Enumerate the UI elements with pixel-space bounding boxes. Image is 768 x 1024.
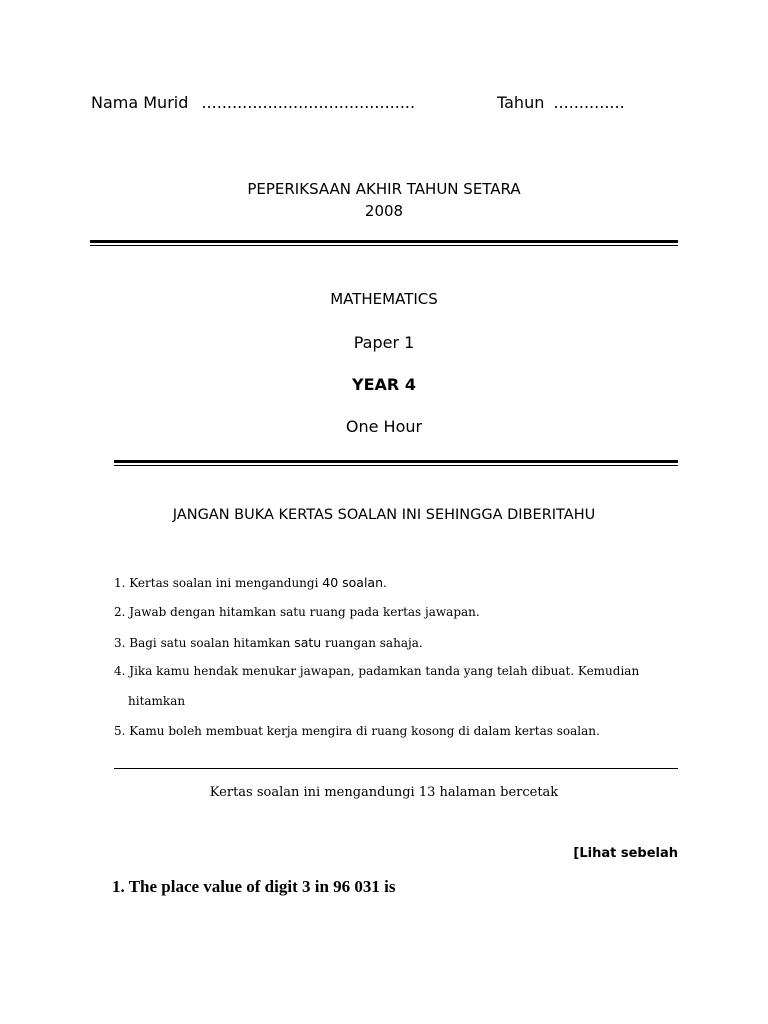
question-1: 1. The place value of digit 3 in 96 031 is: [112, 877, 396, 896]
student-year-field: [497, 93, 625, 112]
student-name-field: [91, 93, 415, 112]
divider-bottom: [114, 768, 678, 769]
student-name-dots: ..........................................: [201, 93, 416, 112]
instruction-item: [114, 664, 639, 678]
instruction-text-end: ruangan sahaja.: [321, 636, 423, 650]
instruction-number: 4.: [114, 664, 126, 678]
turn-over-note: [Lihat sebelah: [573, 846, 678, 861]
divider-thin-middle: [114, 465, 678, 466]
divider-thick-middle: [114, 460, 678, 463]
paper-label: Paper 1: [353, 333, 415, 352]
instruction-number: 5.: [114, 724, 126, 738]
page-count-note: Kertas soalan ini mengandungi 13 halaman bercetak: [209, 785, 559, 800]
instruction-item: [114, 724, 600, 738]
instruction-text: Jika kamu hendak menukar jawapan, padamkan tanda yang telah dibuat. Kemudian: [129, 664, 640, 678]
student-year-dots: ..............: [553, 93, 625, 112]
instruction-item: [114, 575, 387, 590]
instruction-text-end: .: [383, 576, 387, 590]
instruction-item-continued: [128, 694, 185, 708]
instruction-text: Kamu boleh membuat kerja mengira di ruang kosong di dalam kertas soalan.: [129, 724, 600, 738]
instruction-item: [114, 635, 423, 650]
instruction-text: Jawab dengan hitamkan satu ruang pada kertas jawapan.: [129, 605, 480, 619]
instruction-number: 1.: [114, 576, 126, 590]
year-level: YEAR 4: [352, 375, 416, 394]
do-not-open-warning: JANGAN BUKA KERTAS SOALAN INI SEHINGGA DIBERITAHU: [172, 507, 596, 523]
divider-thin-top: [90, 245, 678, 246]
instruction-number: 3.: [114, 636, 126, 650]
instruction-text: hitamkan: [128, 694, 186, 708]
exam-title-block: [0, 178, 768, 222]
student-year-label: Tahun: [497, 93, 545, 112]
instruction-highlight: satu: [294, 635, 322, 650]
instruction-text: Bagi satu soalan hitamkan: [129, 636, 295, 650]
exam-year: 2008: [364, 202, 404, 220]
divider-thick-top: [90, 240, 678, 243]
exam-duration: One Hour: [345, 417, 423, 436]
exam-title: PEPERIKSAAN AKHIR TAHUN SETARA: [247, 180, 521, 198]
instruction-number: 2.: [114, 605, 126, 619]
subject-name: MATHEMATICS: [330, 290, 438, 308]
instruction-highlight: 40 soalan: [322, 575, 384, 590]
student-name-label: Nama Murid: [91, 93, 189, 112]
instruction-text: Kertas soalan ini mengandungi: [129, 576, 323, 590]
instruction-item: [114, 605, 480, 619]
